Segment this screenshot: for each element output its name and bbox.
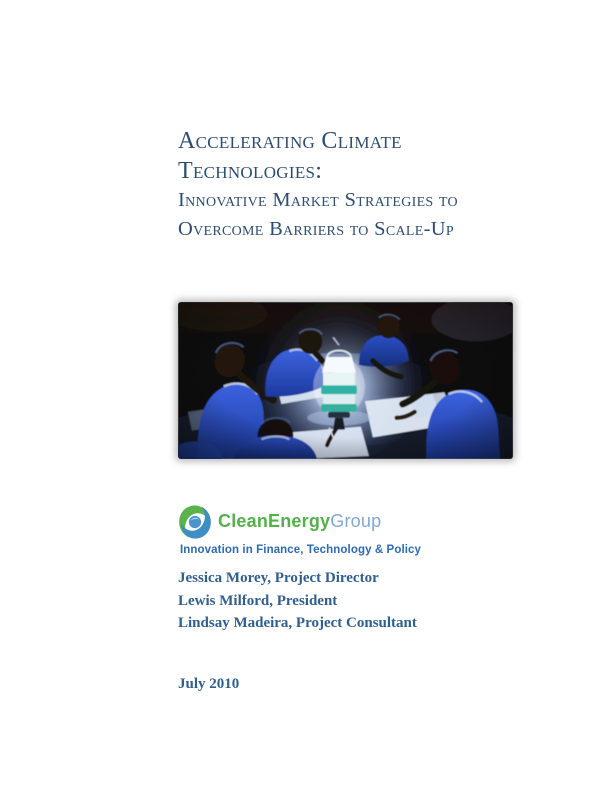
cover-photo-illustration (178, 302, 513, 459)
publication-date: July 2010 (178, 676, 240, 692)
subtitle-line-2: Overcome Barriers to Scale-Up (178, 218, 454, 240)
brand-cleanenergy-text: CleanEnergy (218, 510, 331, 531)
cleanenergy-swirl-icon (177, 504, 213, 540)
title-line-1: Accelerating Climate (178, 128, 402, 154)
brand-group-text: Group (330, 510, 382, 531)
brand-wordmark (218, 511, 381, 534)
author-line: Lewis Milford, President (178, 592, 338, 609)
author-line: Jessica Morey, Project Director (178, 570, 379, 586)
title-line-2: Technologies: (178, 158, 323, 184)
logo-tagline: Innovation in Finance, Technology & Policy (180, 544, 422, 556)
cover-photo (178, 302, 513, 459)
author-list (178, 567, 417, 635)
cleanenergy-group-logo (177, 504, 381, 540)
author-line: Lindsay Madeira, Project Consultant (178, 615, 417, 631)
subtitle-line-1: Innovative Market Strategies to (178, 189, 458, 211)
report-title (178, 126, 458, 244)
